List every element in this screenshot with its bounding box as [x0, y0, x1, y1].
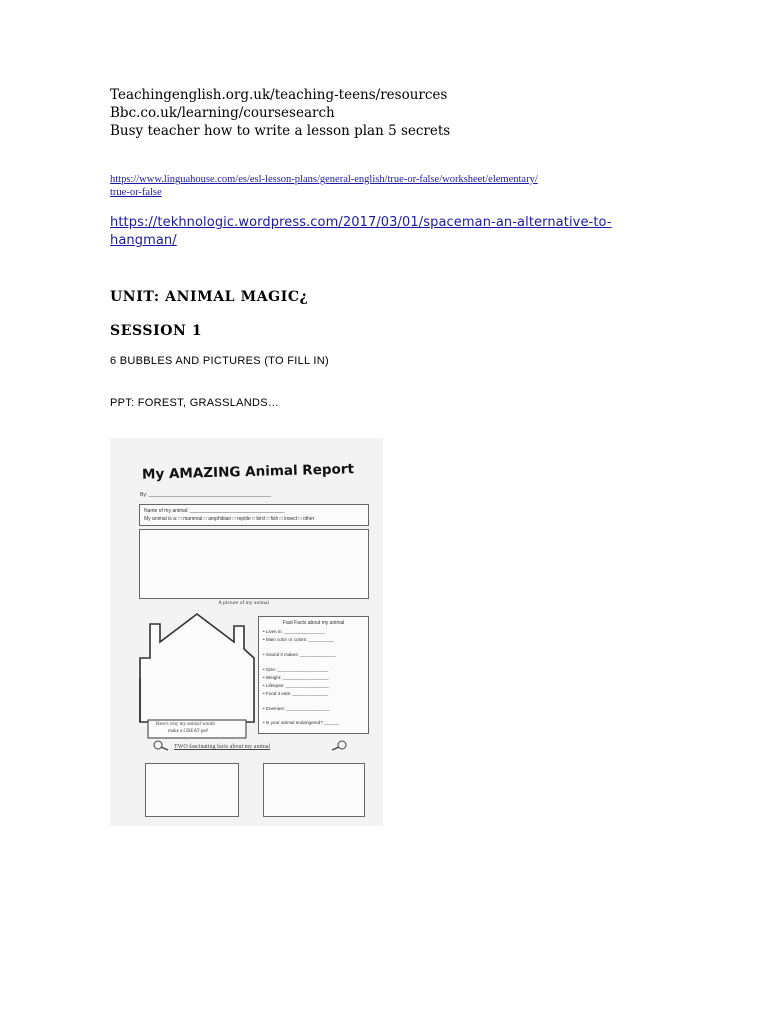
worksheet-name-box: [139, 504, 369, 526]
fact-line: • Food it eats: ______________: [263, 691, 329, 696]
worksheet-animal-type-label: My animal is a: □ mammal □ amphibian □ reptile □ bird □ fish □ insect □ other: [144, 516, 315, 522]
fact-box-2: [263, 763, 365, 817]
fact-line: • Weight: __________________: [263, 675, 329, 680]
linguahouse-link-continued[interactable]: true-or-false: [110, 187, 162, 198]
reference-line: Teachingenglish.org.uk/teaching-teens/resources: [110, 87, 448, 103]
linguahouse-link[interactable]: https://www.linguahouse.com/es/esl-lesson-plans/general-english/true-or-false/worksheet/elementary/: [110, 174, 538, 185]
fast-facts-box: [258, 616, 369, 734]
two-facts-caption: TWO fascinating facts about my animal: [174, 744, 271, 750]
worksheet-picture-caption: A picture of my animal: [218, 600, 270, 606]
tekhnologic-link-continued[interactable]: hangman/: [110, 233, 177, 248]
session-heading: SESSION 1: [110, 323, 203, 339]
reference-line: Bbc.co.uk/learning/coursesearch: [110, 105, 335, 121]
fact-line: • Lives in: ________________: [263, 629, 325, 634]
fact-line: • Size: ____________________: [263, 667, 329, 672]
animal-report-worksheet-image: [110, 438, 383, 826]
fact-line: • Sound it makes: ______________: [263, 652, 336, 657]
fact-line: • Enemies: _________________: [263, 706, 330, 711]
reference-line: Busy teacher how to write a lesson plan 5 secrets: [110, 123, 451, 139]
fast-facts-title: Fast Facts about my animal: [283, 620, 345, 626]
unit-heading: UNIT: ANIMAL MAGIC¿: [110, 289, 309, 305]
tekhnologic-link[interactable]: https://tekhnologic.wordpress.com/2017/03/01/spaceman-an-alternative-to-: [110, 215, 612, 230]
worksheet-by-line: By: ____________________________________________: [140, 492, 271, 498]
fact-line: • Main color or colors: __________: [263, 637, 335, 642]
pet-caption-line: Here's why my animal would: [156, 722, 215, 727]
fact-line: • Lifespan: _________________: [263, 683, 330, 688]
house-outline-icon: [136, 612, 258, 740]
bubbles-note: 6 BUBBLES AND PICTURES (TO FILL IN): [110, 355, 329, 367]
pet-caption-line: make a GREAT pet!: [168, 729, 209, 734]
worksheet-name-label: Name of my animal: __________________________________: [144, 508, 285, 514]
magnifier-icon: [152, 740, 170, 752]
ppt-note: PPT: FOREST, GRASSLANDS…: [110, 397, 280, 409]
worksheet-title: My AMAZING Animal Report: [141, 461, 355, 483]
fact-box-1: [145, 763, 239, 817]
fact-line: • Is your animal endangered? ______: [263, 720, 340, 725]
magnifier-icon: [330, 740, 348, 752]
worksheet-picture-box: [139, 529, 369, 599]
